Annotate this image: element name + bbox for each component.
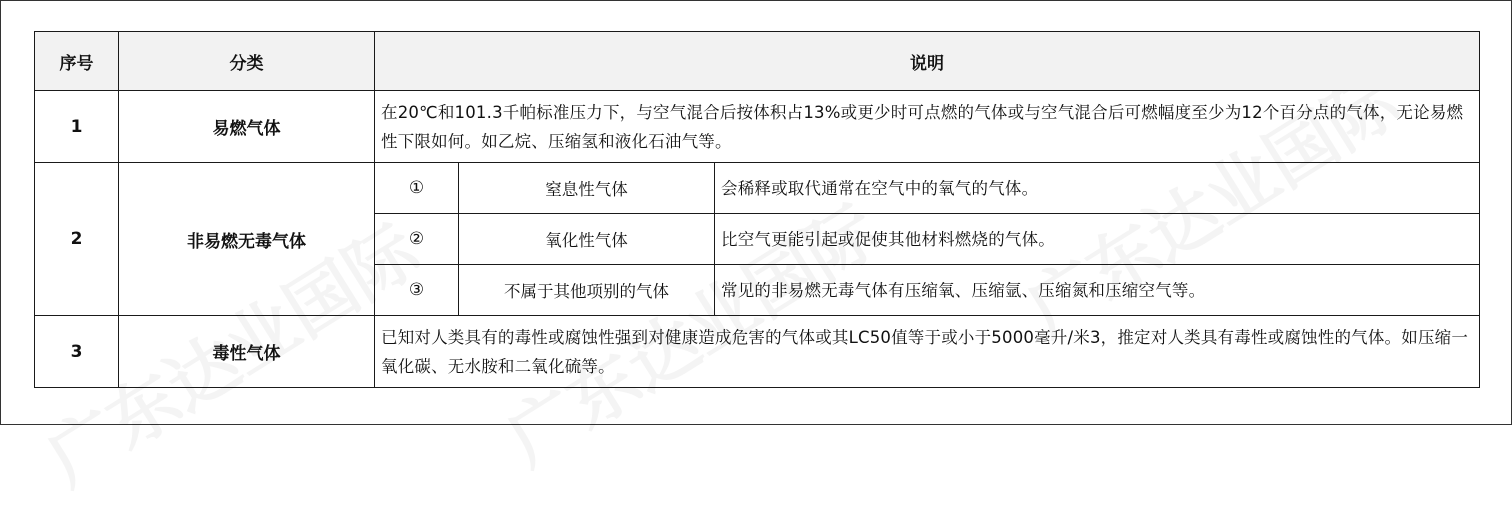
subrow-mark: ③	[375, 265, 459, 316]
subrow-name: 不属于其他项别的气体	[459, 265, 715, 316]
subrow-description: 比空气更能引起或促使其他材料燃烧的气体。	[715, 214, 1480, 265]
row-number: 2	[35, 163, 119, 316]
row-description: 已知对人类具有的毒性或腐蚀性强到对健康造成危害的气体或其LC50值等于或小于5000毫升/米3，推定对人类具有毒性或腐蚀性的气体。如压缩一氧化碳、无水胺和二氧化硫等。	[375, 316, 1480, 388]
header-description: 说明	[375, 32, 1480, 91]
subrow-description: 会稀释或取代通常在空气中的氧气的气体。	[715, 163, 1480, 214]
subrow-mark: ①	[375, 163, 459, 214]
table-row	[35, 316, 1480, 388]
header-category: 分类	[119, 32, 375, 91]
gas-classification-table	[34, 31, 1480, 388]
subrow-description: 常见的非易燃无毒气体有压缩氧、压缩氩、压缩氮和压缩空气等。	[715, 265, 1480, 316]
row-number: 1	[35, 91, 119, 163]
table-row	[35, 163, 1480, 214]
row-category: 毒性气体	[119, 316, 375, 388]
header-number: 序号	[35, 32, 119, 91]
row-category: 非易燃无毒气体	[119, 163, 375, 316]
subrow-name: 氧化性气体	[459, 214, 715, 265]
table-header-row	[35, 32, 1480, 91]
subrow-name: 窒息性气体	[459, 163, 715, 214]
row-category: 易燃气体	[119, 91, 375, 163]
subrow-mark: ②	[375, 214, 459, 265]
row-number: 3	[35, 316, 119, 388]
table-row	[35, 91, 1480, 163]
row-description: 在20℃和101.3千帕标准压力下，与空气混合后按体积占13%或更少时可点燃的气体或与空气混合后可燃幅度至少为12个百分点的气体，无论易燃性下限如何。如乙烷、压缩氢和液化石油气等。	[375, 91, 1480, 163]
